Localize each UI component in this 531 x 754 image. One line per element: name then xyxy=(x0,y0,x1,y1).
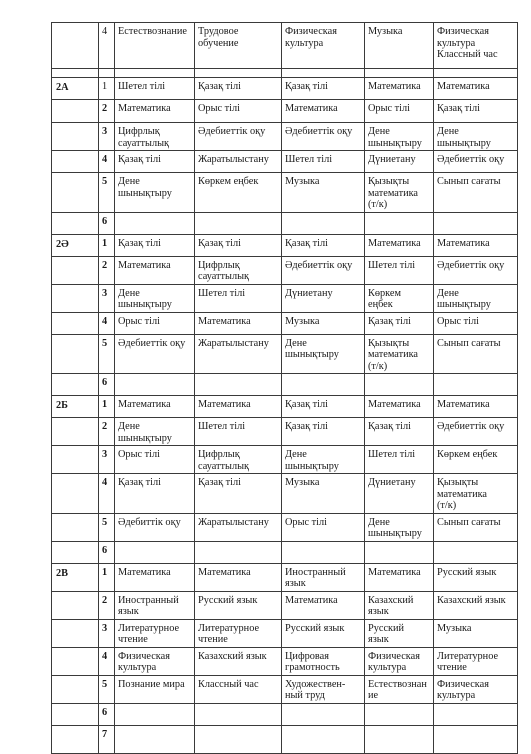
subject-cell xyxy=(365,69,434,78)
class-cell xyxy=(52,725,99,753)
subject-cell xyxy=(434,69,518,78)
table-row xyxy=(52,446,518,474)
class-cell xyxy=(52,418,99,446)
table-row xyxy=(52,312,518,334)
table-row xyxy=(52,675,518,703)
lesson-number-cell: 2 xyxy=(99,256,115,284)
subject-cell: Дене шынықтыру xyxy=(434,123,518,151)
subject-cell: Орыс тілі xyxy=(282,513,365,541)
lesson-number-cell: 1 xyxy=(99,563,115,591)
subject-cell: Көркем еңбек xyxy=(195,173,282,213)
subject-cell: Сынып сағаты xyxy=(434,513,518,541)
subject-cell: Литературное чтение xyxy=(195,619,282,647)
subject-cell xyxy=(115,725,195,753)
subject-cell: Қазақ тілі xyxy=(115,151,195,173)
subject-cell xyxy=(282,212,365,234)
class-cell xyxy=(52,446,99,474)
subject-cell: Математика xyxy=(282,100,365,123)
class-cell: 2Ә xyxy=(52,234,99,256)
subject-cell: Русский язык xyxy=(365,619,434,647)
subject-cell: Дене шынықтыру xyxy=(282,446,365,474)
subject-cell: Математика xyxy=(365,396,434,418)
subject-cell: Қазақ тілі xyxy=(115,474,195,514)
subject-cell: Дене шынықтыру xyxy=(434,284,518,312)
subject-cell: Математика xyxy=(115,256,195,284)
subject-cell: Иностранный язык xyxy=(115,591,195,619)
subject-cell xyxy=(434,541,518,563)
subject-cell: Дүниетану xyxy=(282,284,365,312)
lesson-number-cell: 2 xyxy=(99,418,115,446)
lesson-number-cell: 4 xyxy=(99,23,115,69)
class-cell xyxy=(52,212,99,234)
class-cell: 2Б xyxy=(52,396,99,418)
subject-cell: Физическая культура xyxy=(434,675,518,703)
subject-cell: Жаратылыстану xyxy=(195,151,282,173)
class-cell xyxy=(52,513,99,541)
table-row xyxy=(52,396,518,418)
lesson-number-cell: 4 xyxy=(99,474,115,514)
table-row xyxy=(52,474,518,514)
table-row xyxy=(52,513,518,541)
subject-cell: Цифрлық сауаттылық xyxy=(195,256,282,284)
subject-cell: Математика xyxy=(434,234,518,256)
table-row xyxy=(52,647,518,675)
subject-cell: Русский язык xyxy=(195,591,282,619)
subject-cell: Русский язык xyxy=(434,563,518,591)
table-row xyxy=(52,374,518,396)
subject-cell: Казахский язык xyxy=(195,647,282,675)
table-row xyxy=(52,284,518,312)
subject-cell: Математика xyxy=(195,396,282,418)
subject-cell: Әдебиеттік оқу xyxy=(434,256,518,284)
subject-cell: Дүниетану xyxy=(365,474,434,514)
subject-cell: Математика xyxy=(115,396,195,418)
lesson-number-cell: 5 xyxy=(99,675,115,703)
subject-cell: Қазақ тілі xyxy=(434,100,518,123)
subject-cell: Музыка xyxy=(365,23,434,69)
subject-cell: Қазақ тілі xyxy=(115,234,195,256)
lesson-number-cell: 5 xyxy=(99,513,115,541)
class-cell xyxy=(52,69,99,78)
class-cell xyxy=(52,703,99,725)
subject-cell: Орыс тілі xyxy=(115,312,195,334)
subject-cell: Орыс тілі xyxy=(434,312,518,334)
lesson-number-cell: 6 xyxy=(99,703,115,725)
lesson-number-cell: 6 xyxy=(99,212,115,234)
table-row xyxy=(52,563,518,591)
subject-cell xyxy=(282,725,365,753)
subject-cell xyxy=(365,374,434,396)
table-row xyxy=(52,123,518,151)
subject-cell: Математика xyxy=(434,396,518,418)
subject-cell xyxy=(115,703,195,725)
table-row xyxy=(52,212,518,234)
lesson-number-cell: 5 xyxy=(99,334,115,374)
subject-cell: Математика xyxy=(365,78,434,100)
subject-cell xyxy=(434,725,518,753)
subject-cell: Орыс тілі xyxy=(365,100,434,123)
subject-cell: Физическая культура xyxy=(282,23,365,69)
table-row xyxy=(52,725,518,753)
subject-cell: Қазақ тілі xyxy=(195,474,282,514)
subject-cell: Казахский язык xyxy=(434,591,518,619)
subject-cell: Жаратылыстану xyxy=(195,334,282,374)
subject-cell: Математика xyxy=(282,591,365,619)
subject-cell: Қызықты математика (т/к) xyxy=(365,173,434,213)
lesson-number-cell xyxy=(99,69,115,78)
subject-cell xyxy=(195,541,282,563)
lesson-number-cell: 1 xyxy=(99,396,115,418)
subject-cell xyxy=(115,69,195,78)
class-cell xyxy=(52,675,99,703)
subject-cell xyxy=(365,725,434,753)
subject-cell xyxy=(195,374,282,396)
subject-cell xyxy=(282,541,365,563)
subject-cell xyxy=(195,212,282,234)
subject-cell: Естествознание xyxy=(115,23,195,69)
subject-cell: Шетел тілі xyxy=(195,418,282,446)
subject-cell xyxy=(282,69,365,78)
class-cell xyxy=(52,334,99,374)
subject-cell: Музыка xyxy=(282,474,365,514)
class-cell: 2А xyxy=(52,78,99,100)
table-row xyxy=(52,78,518,100)
lesson-number-cell: 4 xyxy=(99,151,115,173)
lesson-number-cell: 1 xyxy=(99,234,115,256)
subject-cell: Цифрлық сауаттылық xyxy=(115,123,195,151)
subject-cell: Математика xyxy=(365,563,434,591)
lesson-number-cell: 7 xyxy=(99,725,115,753)
subject-cell: Қазақ тілі xyxy=(282,78,365,100)
table-row xyxy=(52,703,518,725)
subject-cell: Русский язык xyxy=(282,619,365,647)
subject-cell: Жаратылыстану xyxy=(195,513,282,541)
subject-cell: Әдебиеттік оқу xyxy=(282,256,365,284)
lesson-number-cell: 6 xyxy=(99,541,115,563)
subject-cell: Қазақ тілі xyxy=(195,234,282,256)
subject-cell xyxy=(195,703,282,725)
subject-cell: Көркем еңбек xyxy=(434,446,518,474)
table-row xyxy=(52,541,518,563)
subject-cell xyxy=(282,374,365,396)
subject-cell: Иностранный язык xyxy=(282,563,365,591)
subject-cell: Қазақ тілі xyxy=(365,418,434,446)
subject-cell: Литературное чтение xyxy=(434,647,518,675)
subject-cell: Цифрлық сауаттылық xyxy=(195,446,282,474)
table-row xyxy=(52,334,518,374)
subject-cell: Әдебиеттік оқу xyxy=(115,334,195,374)
table-row xyxy=(52,100,518,123)
lesson-number-cell: 2 xyxy=(99,100,115,123)
subject-cell xyxy=(434,212,518,234)
lesson-number-cell: 3 xyxy=(99,446,115,474)
subject-cell: Математика xyxy=(115,100,195,123)
table-row xyxy=(52,418,518,446)
class-cell xyxy=(52,256,99,284)
subject-cell: Шетел тілі xyxy=(365,446,434,474)
subject-cell: Математика xyxy=(195,312,282,334)
class-cell xyxy=(52,173,99,213)
class-cell xyxy=(52,474,99,514)
subject-cell xyxy=(434,703,518,725)
subject-cell: Музыка xyxy=(282,173,365,213)
subject-cell: Қазақ тілі xyxy=(365,312,434,334)
class-cell xyxy=(52,312,99,334)
table-row xyxy=(52,173,518,213)
subject-cell: Естествознан ие xyxy=(365,675,434,703)
table-row xyxy=(52,619,518,647)
subject-cell: Әдебиеттік оқу xyxy=(434,418,518,446)
subject-cell: Дене шынықтыру xyxy=(365,513,434,541)
subject-cell xyxy=(365,541,434,563)
table-row xyxy=(52,591,518,619)
subject-cell: Математика xyxy=(195,563,282,591)
class-cell xyxy=(52,284,99,312)
lesson-number-cell: 3 xyxy=(99,284,115,312)
subject-cell xyxy=(115,374,195,396)
subject-cell: Сынып сағаты xyxy=(434,334,518,374)
subject-cell: Шетел тілі xyxy=(195,284,282,312)
subject-cell xyxy=(365,212,434,234)
subject-cell xyxy=(195,725,282,753)
lesson-number-cell: 3 xyxy=(99,123,115,151)
subject-cell: Математика xyxy=(365,234,434,256)
subject-cell: Музыка xyxy=(282,312,365,334)
subject-cell xyxy=(434,374,518,396)
lesson-number-cell: 4 xyxy=(99,312,115,334)
subject-cell: Қызықты математика (т/к) xyxy=(434,474,518,514)
subject-cell xyxy=(115,212,195,234)
subject-cell xyxy=(365,703,434,725)
subject-cell: Дене шынықтыру xyxy=(282,334,365,374)
class-cell xyxy=(52,541,99,563)
lesson-number-cell: 5 xyxy=(99,173,115,213)
class-cell xyxy=(52,151,99,173)
subject-cell: Әдебиеттік оқу xyxy=(195,123,282,151)
lesson-number-cell: 2 xyxy=(99,591,115,619)
class-cell xyxy=(52,100,99,123)
class-cell xyxy=(52,647,99,675)
subject-cell: Дүниетану xyxy=(365,151,434,173)
subject-cell: Шетел тілі xyxy=(365,256,434,284)
table-row xyxy=(52,234,518,256)
subject-cell: Шетел тілі xyxy=(282,151,365,173)
subject-cell: Физическая культура xyxy=(365,647,434,675)
subject-cell: Қызықты математика (т/к) xyxy=(365,334,434,374)
timetable xyxy=(51,22,518,754)
subject-cell: Физическая культура Классный час xyxy=(434,23,518,69)
subject-cell: Дене шынықтыру xyxy=(115,173,195,213)
subject-cell xyxy=(115,541,195,563)
subject-cell: Орыс тілі xyxy=(115,446,195,474)
class-cell xyxy=(52,619,99,647)
lesson-number-cell: 1 xyxy=(99,78,115,100)
table-row xyxy=(52,256,518,284)
subject-cell: Дене шынықтыру xyxy=(115,284,195,312)
subject-cell: Шетел тілі xyxy=(115,78,195,100)
subject-cell: Қазақ тілі xyxy=(282,396,365,418)
class-cell xyxy=(52,123,99,151)
subject-cell: Орыс тілі xyxy=(195,100,282,123)
subject-cell: Қазақ тілі xyxy=(282,418,365,446)
subject-cell: Познание мира xyxy=(115,675,195,703)
subject-cell xyxy=(282,703,365,725)
subject-cell: Қазақ тілі xyxy=(282,234,365,256)
class-cell xyxy=(52,23,99,69)
subject-cell: Цифровая грамотность xyxy=(282,647,365,675)
subject-cell: Дене шынықтыру xyxy=(115,418,195,446)
subject-cell: Дене шынықтыру xyxy=(365,123,434,151)
subject-cell: Литературное чтение xyxy=(115,619,195,647)
class-cell: 2В xyxy=(52,563,99,591)
lesson-number-cell: 4 xyxy=(99,647,115,675)
subject-cell: Художествен- ный труд xyxy=(282,675,365,703)
subject-cell: Әдебиеттік оқу xyxy=(282,123,365,151)
subject-cell: Казахский язык xyxy=(365,591,434,619)
class-cell xyxy=(52,591,99,619)
subject-cell: Математика xyxy=(434,78,518,100)
subject-cell: Әдебиеттік оқу xyxy=(434,151,518,173)
subject-cell: Математика xyxy=(115,563,195,591)
table-row xyxy=(52,69,518,78)
subject-cell: Музыка xyxy=(434,619,518,647)
subject-cell: Әдебиттік оқу xyxy=(115,513,195,541)
subject-cell: Сынып сағаты xyxy=(434,173,518,213)
class-cell xyxy=(52,374,99,396)
lesson-number-cell: 3 xyxy=(99,619,115,647)
lesson-number-cell: 6 xyxy=(99,374,115,396)
subject-cell: Қазақ тілі xyxy=(195,78,282,100)
table-row xyxy=(52,151,518,173)
subject-cell: Көркем еңбек xyxy=(365,284,434,312)
subject-cell: Классный час xyxy=(195,675,282,703)
subject-cell xyxy=(195,69,282,78)
subject-cell: Физическая культура xyxy=(115,647,195,675)
subject-cell: Трудовое обучение xyxy=(195,23,282,69)
table-row xyxy=(52,23,518,69)
